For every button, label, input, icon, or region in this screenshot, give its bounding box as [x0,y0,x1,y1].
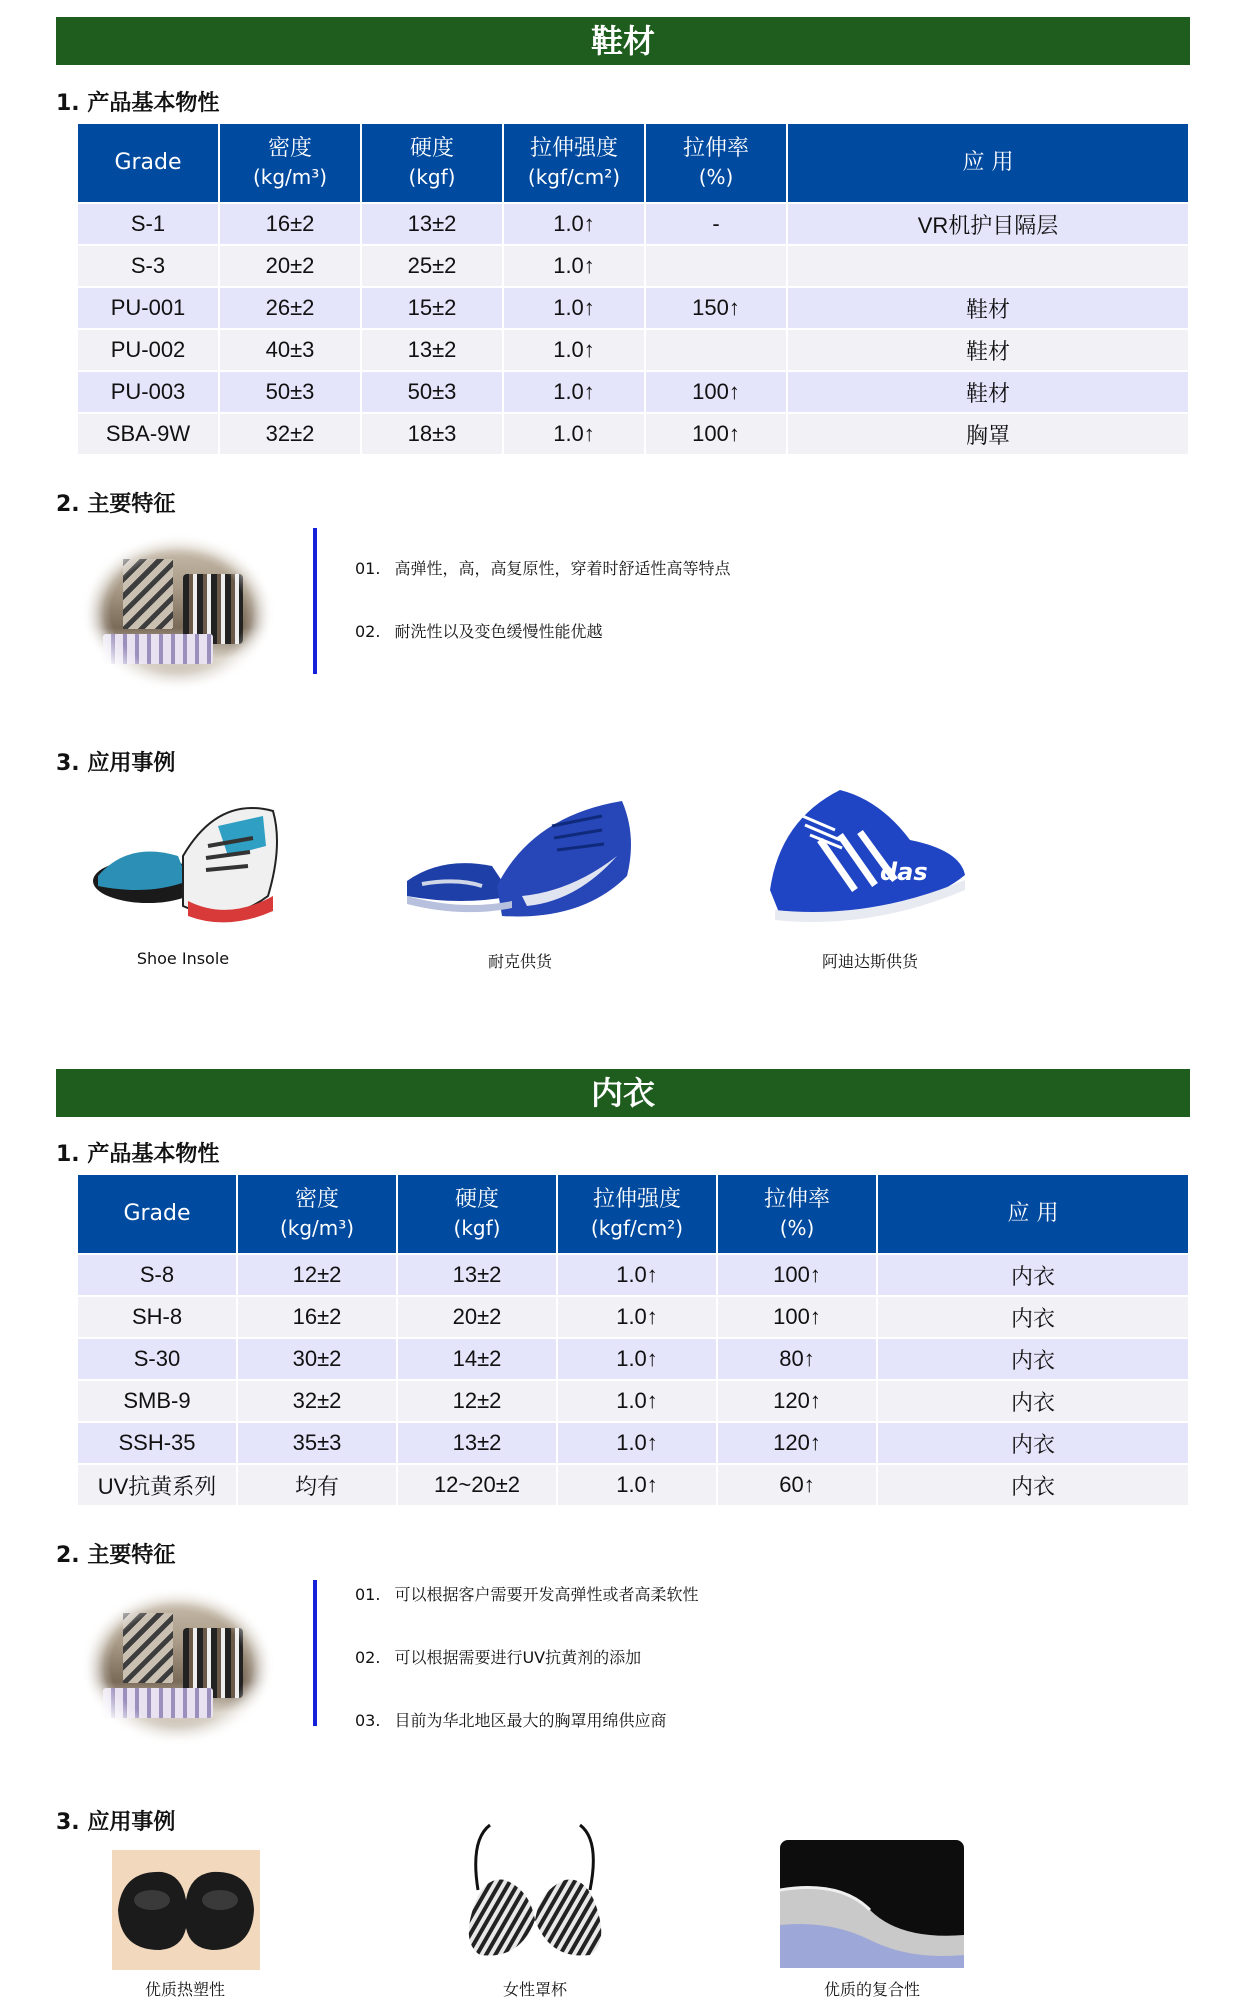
cell-tensile: 1.0↑ [558,1381,716,1421]
case-caption: Shoe Insole [136,949,230,968]
cell-tensile: 1.0↑ [558,1255,716,1295]
cell-tensile: 1.0↑ [504,288,644,328]
cell-hardness: 18±3 [362,414,502,454]
cell-hardness: 13±2 [398,1255,556,1295]
cell-grade: S-1 [78,204,218,244]
cell-application: 鞋材 [788,288,1188,328]
svg-text:das: das [880,858,928,886]
feature-item: 01. 可以根据客户需要开发高弹性或者高柔软性 [355,1585,699,1604]
header-elongation: 拉伸率 (%) [718,1175,876,1253]
cell-elongation: 100↑ [718,1255,876,1295]
cell-density: 16±2 [220,204,360,244]
store-photo [83,534,273,690]
features-title-underwear: 2. 主要特征 [56,1543,176,1568]
case-caption: 阿迪达斯供货 [821,952,918,971]
cell-tensile: 1.0↑ [558,1297,716,1337]
cell-application: 内衣 [878,1381,1188,1421]
cell-density: 30±2 [238,1339,396,1379]
cases-title-shoe: 3. 应用事例 [56,751,176,776]
cell-application: 内衣 [878,1465,1188,1505]
feature-item: 03. 目前为华北地区最大的胸罩用绵供应商 [355,1711,667,1730]
cell-density: 16±2 [238,1297,396,1337]
case-caption: 耐克供货 [487,952,552,971]
cell-elongation: 80↑ [718,1339,876,1379]
features-title-shoe: 2. 主要特征 [56,492,176,517]
section-banner-underwear: 内衣 [56,1069,1190,1117]
cell-application: 内衣 [878,1255,1188,1295]
cell-hardness: 12±2 [398,1381,556,1421]
store-photo [83,1588,273,1744]
cell-application: 胸罩 [788,414,1188,454]
cases-title-underwear: 3. 应用事例 [56,1810,176,1835]
cell-elongation: 150↑ [646,288,786,328]
cell-hardness: 13±2 [362,204,502,244]
cell-application: 鞋材 [788,372,1188,412]
cell-application: 鞋材 [788,330,1188,370]
props-title-shoe: 1. 产品基本物性 [56,91,220,116]
cell-grade: UV抗黄系列 [78,1465,236,1505]
feature-item: 02. 耐洗性以及变色缓慢性能优越 [355,622,603,641]
table-row [78,414,1188,454]
cell-grade: SH-8 [78,1297,236,1337]
cell-application: VR机护目隔层 [788,204,1188,244]
cell-elongation: 60↑ [718,1465,876,1505]
table-row [78,1297,1188,1337]
cell-elongation: 100↑ [718,1297,876,1337]
cell-hardness: 25±2 [362,246,502,286]
cell-tensile: 1.0↑ [504,204,644,244]
cell-tensile: 1.0↑ [504,372,644,412]
cell-grade: SBA-9W [78,414,218,454]
cell-grade: SMB-9 [78,1381,236,1421]
cell-grade: S-30 [78,1339,236,1379]
cell-grade: S-3 [78,246,218,286]
table-row [78,1465,1188,1505]
table-row [78,1381,1188,1421]
bra-image [460,1820,610,1970]
header-application: 应 用 [878,1175,1188,1253]
cell-density: 40±3 [220,330,360,370]
cell-tensile: 1.0↑ [504,330,644,370]
feature-item: 01. 高弹性，高，高复原性，穿着时舒适性高等特点 [355,559,731,578]
table-row [78,288,1188,328]
cell-application: 内衣 [878,1339,1188,1379]
table-row [78,1423,1188,1463]
cell-hardness: 13±2 [362,330,502,370]
cell-hardness: 50±3 [362,372,502,412]
composite-material-image [780,1840,964,1968]
table-row [78,1255,1188,1295]
cell-elongation: - [646,204,786,244]
cell-hardness: 15±2 [362,288,502,328]
cell-density: 均有 [238,1465,396,1505]
cell-application: 内衣 [878,1297,1188,1337]
cell-grade: PU-003 [78,372,218,412]
table-header-row [78,124,1188,202]
table-row [78,372,1188,412]
cell-application: 内衣 [878,1423,1188,1463]
table-header-row [78,1175,1188,1253]
header-density: 密度 (kg/m³) [220,124,360,202]
header-grade: Grade [78,1175,236,1253]
cell-grade: PU-001 [78,288,218,328]
header-hardness: 硬度 (kgf) [398,1175,556,1253]
props-table-shoe [76,122,1190,456]
cell-density: 35±3 [238,1423,396,1463]
feature-item: 02. 可以根据需要进行UV抗黄剂的添加 [355,1648,642,1667]
cell-tensile: 1.0↑ [558,1423,716,1463]
cell-hardness: 14±2 [398,1339,556,1379]
cell-hardness: 13±2 [398,1423,556,1463]
header-application: 应 用 [788,124,1188,202]
feature-divider [313,528,317,674]
cell-density: 20±2 [220,246,360,286]
header-tensile: 拉伸强度 (kgf/cm²) [504,124,644,202]
cell-density: 32±2 [220,414,360,454]
cell-density: 26±2 [220,288,360,328]
cell-density: 50±3 [220,372,360,412]
cell-hardness: 20±2 [398,1297,556,1337]
header-grade: Grade [78,124,218,202]
cell-density: 12±2 [238,1255,396,1295]
cell-elongation: 120↑ [718,1381,876,1421]
cell-density: 32±2 [238,1381,396,1421]
section-banner-shoe: 鞋材 [56,17,1190,65]
cell-grade: SSH-35 [78,1423,236,1463]
cell-elongation: 100↑ [646,414,786,454]
table-row [78,204,1188,244]
table-row [78,330,1188,370]
header-hardness: 硬度 (kgf) [362,124,502,202]
cell-grade: S-8 [78,1255,236,1295]
nike-shoe-image [402,786,642,936]
table-row [78,246,1188,286]
feature-divider [313,1580,317,1726]
case-caption: 女性罩杯 [502,1980,567,1999]
cell-hardness: 12~20±2 [398,1465,556,1505]
adidas-shoe-image [760,780,980,930]
header-elongation: 拉伸率 (%) [646,124,786,202]
cell-elongation: 100↑ [646,372,786,412]
cell-tensile: 1.0↑ [558,1339,716,1379]
cell-tensile: 1.0↑ [504,414,644,454]
table-row [78,1339,1188,1379]
header-density: 密度 (kg/m³) [238,1175,396,1253]
cell-elongation [646,330,786,370]
cell-grade: PU-002 [78,330,218,370]
header-tensile: 拉伸强度 (kgf/cm²) [558,1175,716,1253]
cell-elongation: 120↑ [718,1423,876,1463]
case-caption: 优质热塑性 [144,1980,225,1999]
shoe-insole-image [88,786,288,936]
cell-application [788,246,1188,286]
cell-elongation [646,246,786,286]
props-title-underwear: 1. 产品基本物性 [56,1142,220,1167]
case-caption: 优质的复合性 [823,1980,920,1999]
cell-tensile: 1.0↑ [558,1465,716,1505]
cell-tensile: 1.0↑ [504,246,644,286]
props-table-underwear [76,1173,1190,1507]
cup-foam-image [112,1850,260,1970]
